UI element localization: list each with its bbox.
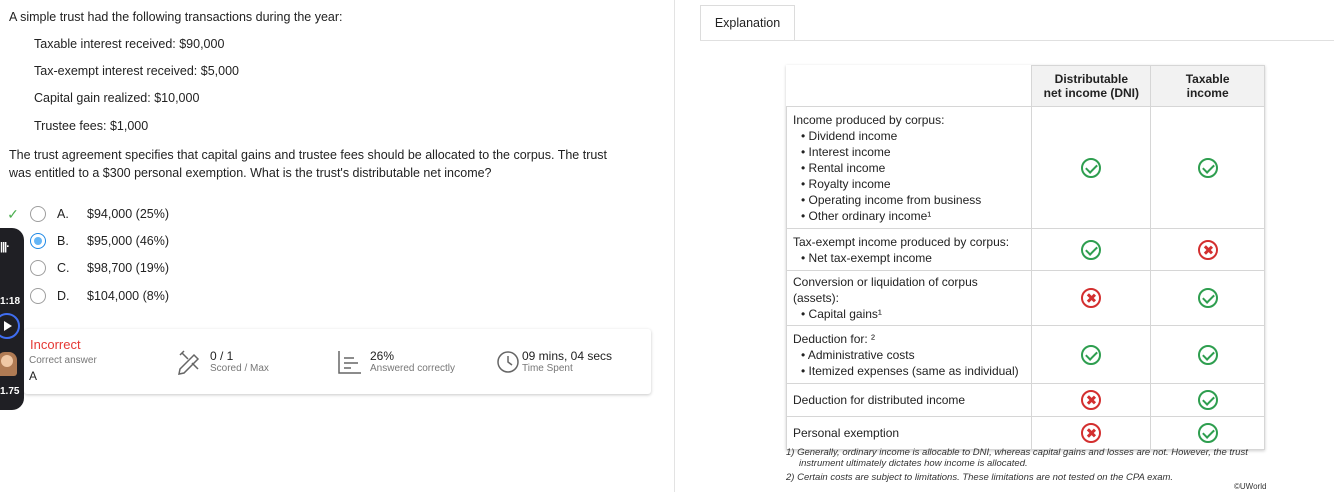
correct-answer-label: Correct answer	[29, 355, 97, 366]
table-row	[787, 326, 1265, 384]
question-paragraph: The trust agreement specifies that capital gains and trustee fees should be allocated to the corpus. The trust was entitled to a $300 personal exemption. What is the trust's distributable net income?	[9, 148, 608, 180]
x-circle-icon	[1081, 423, 1101, 443]
radio-button[interactable]	[30, 206, 46, 222]
given-item: Tax-exempt interest received: $5,000	[34, 64, 239, 78]
result-card	[24, 329, 651, 394]
given-item: Trustee fees: $1,000	[34, 119, 149, 133]
player-time: 1:18	[0, 296, 21, 307]
check-circle-icon	[1081, 158, 1101, 178]
clock-icon	[496, 349, 520, 375]
option-letter: C.	[57, 261, 70, 275]
narrator-avatar	[0, 352, 17, 376]
row-label: Deduction for: ² • Administrative costs • Itemized expenses (same as individual)	[787, 326, 1032, 384]
option-text: $104,000 (8%)	[87, 289, 170, 303]
radio-button[interactable]	[30, 288, 46, 304]
question-stem: A simple trust had the following transactions during the year:	[9, 10, 343, 24]
result-status: Incorrect	[30, 337, 81, 352]
option-letter: A.	[57, 207, 69, 221]
time-label: Time Spent	[522, 362, 573, 374]
check-circle-icon	[1198, 345, 1218, 365]
time-value: 09 mins, 04 secs	[522, 348, 613, 363]
radio-button[interactable]	[30, 260, 46, 276]
answer-option-d[interactable]	[0, 286, 169, 306]
tab-underline	[700, 40, 1334, 41]
table-corner	[787, 66, 1032, 107]
answer-option-b[interactable]	[0, 231, 169, 251]
answer-option-a[interactable]	[0, 204, 169, 224]
footnote-2: 2) Certain costs are subject to limitations. These limitations are not tested on the CPA exam.	[786, 472, 1174, 483]
score-label: Scored / Max	[210, 362, 269, 374]
percent-label: Answered correctly	[370, 362, 456, 374]
check-circle-icon	[1198, 288, 1218, 308]
table-row	[787, 107, 1265, 229]
percent-stat	[336, 349, 455, 375]
table-row	[787, 271, 1265, 326]
given-item: Taxable interest received: $90,000	[34, 37, 225, 51]
check-circle-icon	[1081, 345, 1101, 365]
x-circle-icon	[1198, 240, 1218, 260]
row-label: Personal exemption	[787, 417, 1032, 450]
percent-value: 26%	[370, 348, 395, 363]
footnote-1: 1) Generally, ordinary income is allocable to DNI, whereas capital gains and losses are not. However, the trust	[786, 447, 1248, 458]
time-stat	[496, 349, 612, 375]
check-circle-icon	[1198, 158, 1218, 178]
audio-player-bar	[0, 228, 24, 410]
score-value: 0 / 1	[210, 348, 234, 363]
answer-option-c[interactable]	[0, 258, 169, 278]
correct-check-icon: ✓	[7, 206, 19, 222]
check-circle-icon	[1198, 390, 1218, 410]
table-row	[787, 229, 1265, 271]
dni-table	[786, 65, 1265, 450]
playback-speed[interactable]: 1.75	[0, 386, 20, 397]
pencil-ruler-icon	[176, 349, 204, 375]
footnote-1-cont: instrument ultimately dictates how income is allocated.	[799, 458, 1028, 469]
bar-list-icon	[336, 349, 364, 375]
panel-divider	[674, 0, 675, 492]
x-circle-icon	[1081, 390, 1101, 410]
x-circle-icon	[1081, 288, 1101, 308]
row-label: Conversion or liquidation of corpus (assets): • Capital gains¹	[787, 271, 1032, 326]
correct-answer-value: A	[29, 369, 38, 383]
copyright: ©UWorld	[1234, 482, 1267, 491]
check-circle-icon	[1081, 240, 1101, 260]
option-text: $98,700 (19%)	[87, 261, 170, 275]
row-label: Tax-exempt income produced by corpus: • Net tax-exempt income	[787, 229, 1032, 271]
check-circle-icon	[1198, 423, 1218, 443]
option-letter: D.	[57, 289, 70, 303]
score-stat	[176, 349, 269, 375]
col-header-taxable: Taxable income	[1151, 66, 1265, 107]
row-label: Deduction for distributed income	[787, 384, 1032, 417]
option-letter: B.	[57, 234, 69, 248]
col-header-dni: Distributable net income (DNI)	[1032, 66, 1151, 107]
given-item: Capital gain realized: $10,000	[34, 91, 200, 105]
tab-explanation[interactable]: Explanation	[700, 5, 795, 41]
option-text: $95,000 (46%)	[87, 234, 170, 248]
play-icon[interactable]	[0, 313, 20, 339]
radio-button-selected[interactable]	[30, 233, 46, 249]
table-row	[787, 384, 1265, 417]
audio-wave-icon[interactable]: |||·	[0, 241, 9, 253]
row-label: Income produced by corpus: • Dividend income • Interest income • Rental income • Royalty income • Operating income from business • Other ordinary income¹	[787, 107, 1032, 229]
option-text: $94,000 (25%)	[87, 207, 170, 221]
table-row	[787, 417, 1265, 450]
